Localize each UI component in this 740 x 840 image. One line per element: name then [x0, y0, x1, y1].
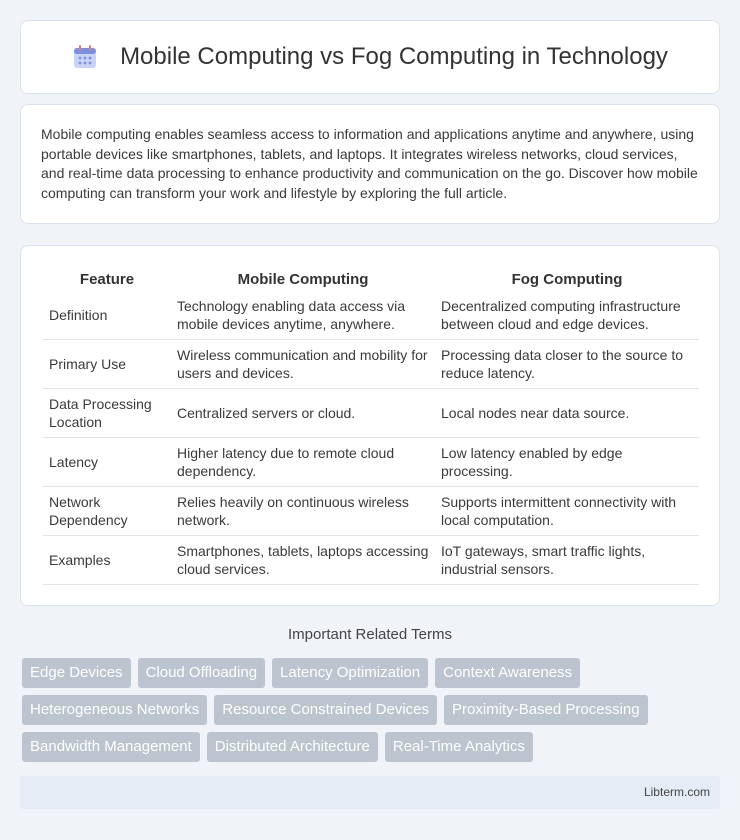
- row-mobile-value: Smartphones, tablets, laptops accessing cloud services.: [171, 536, 435, 585]
- row-feature: Definition: [43, 291, 171, 340]
- table-row: [43, 340, 699, 389]
- table-row: [43, 487, 699, 536]
- term-tag[interactable]: Heterogeneous Networks: [22, 695, 207, 725]
- header-feature: Feature: [79, 271, 135, 288]
- term-tag[interactable]: Edge Devices: [22, 658, 131, 688]
- row-fog-value: Decentralized computing infrastructure between cloud and edge devices.: [435, 291, 699, 340]
- row-fog-value: Local nodes near data source.: [435, 389, 699, 438]
- footer-site-link[interactable]: Libterm.com: [643, 785, 710, 799]
- term-tag[interactable]: Latency Optimization: [272, 658, 428, 688]
- table-row: [43, 536, 699, 585]
- term-tag[interactable]: Proximity-Based Processing: [444, 695, 648, 725]
- related-terms-heading: Important Related Terms: [288, 626, 452, 643]
- table-header-row: [43, 266, 699, 291]
- term-tag[interactable]: Resource Constrained Devices: [214, 695, 437, 725]
- table-row: [43, 438, 699, 487]
- intro-card: [20, 104, 720, 224]
- row-mobile-value: Higher latency due to remote cloud dependency.: [171, 438, 435, 487]
- comparison-table: [43, 266, 699, 585]
- term-row: [22, 732, 722, 762]
- row-fog-value: IoT gateways, smart traffic lights, industrial sensors.: [435, 536, 699, 585]
- term-tag[interactable]: Bandwidth Management: [22, 732, 200, 762]
- row-feature: Primary Use: [43, 340, 171, 389]
- intro-text: Mobile computing enables seamless access to information and applications anytime and anywhere, using portable devices like smartphones, tablets, and laptops. It integrates wireless networks, cloud services, and real-time data processing to enhance productivity and communication on the go. Discover how mobile computing can transform your work and lifestyle by exploring the full article.: [41, 126, 698, 201]
- table-row: [43, 389, 699, 438]
- term-tag[interactable]: Cloud Offloading: [138, 658, 265, 688]
- row-mobile-value: Relies heavily on continuous wireless network.: [171, 487, 435, 536]
- row-fog-value: Supports intermittent connectivity with local computation.: [435, 487, 699, 536]
- row-mobile-value: Centralized servers or cloud.: [171, 389, 435, 438]
- row-fog-value: Processing data closer to the source to reduce latency.: [435, 340, 699, 389]
- page-title: Mobile Computing vs Fog Computing in Technology: [120, 43, 668, 70]
- footer: [20, 776, 720, 809]
- row-feature: Latency: [43, 438, 171, 487]
- related-terms: [22, 658, 722, 769]
- comparison-table-card: [20, 245, 720, 606]
- term-row: [22, 658, 722, 688]
- row-mobile-value: Wireless communication and mobility for users and devices.: [171, 340, 435, 389]
- row-mobile-value: Technology enabling data access via mobile devices anytime, anywhere.: [171, 291, 435, 340]
- header-mobile-computing: Mobile Computing: [237, 271, 369, 288]
- row-fog-value: Low latency enabled by edge processing.: [435, 438, 699, 487]
- header-card: [20, 20, 720, 94]
- row-feature: Data Processing Location: [43, 389, 171, 438]
- term-tag[interactable]: Distributed Architecture: [207, 732, 378, 762]
- term-tag[interactable]: Context Awareness: [435, 658, 580, 688]
- term-tag[interactable]: Real-Time Analytics: [385, 732, 533, 762]
- table-row: [43, 291, 699, 340]
- row-feature: Examples: [43, 536, 171, 585]
- calendar-grid-icon: [72, 44, 98, 70]
- header-fog-computing: Fog Computing: [511, 271, 623, 288]
- row-feature: Network Dependency: [43, 487, 171, 536]
- term-row: [22, 695, 722, 725]
